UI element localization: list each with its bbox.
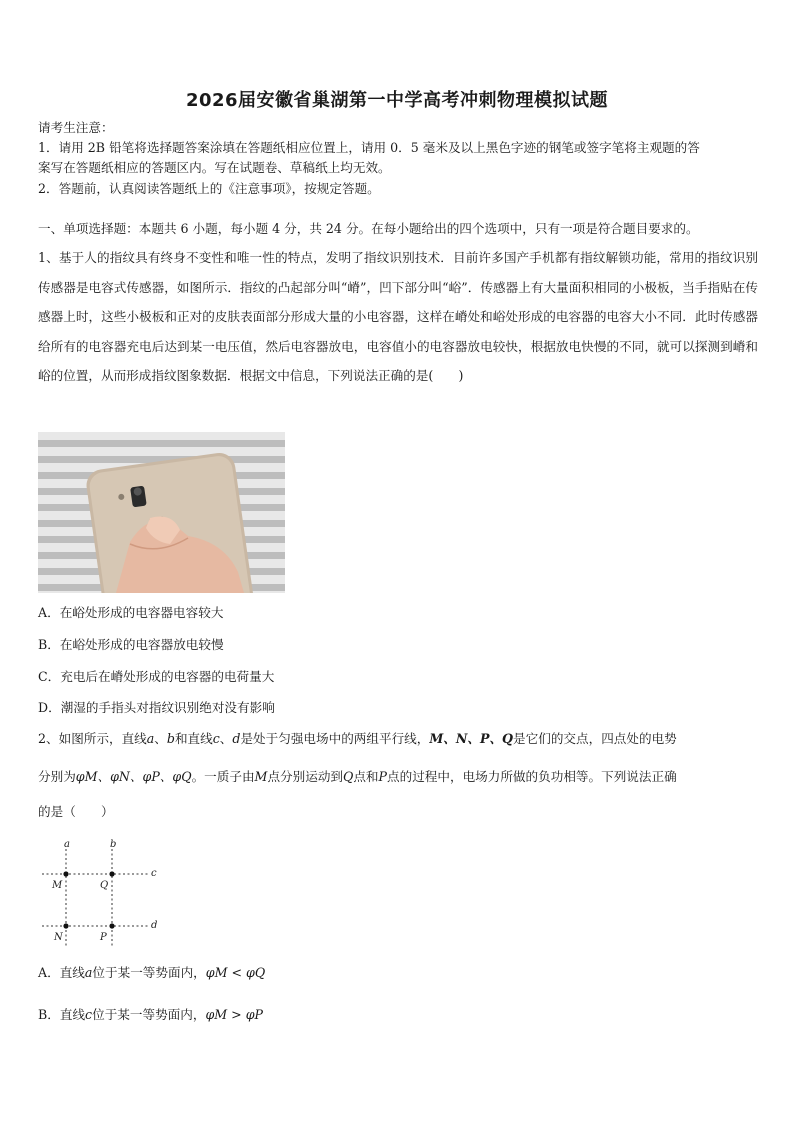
question-1-stem: 1、基于人的指纹具有终身不变性和唯一性的特点，发明了指纹识别技术．目前许多国产手机都有指纹解锁功能，常用的指纹识别传感器是电容式传感器，如图所示．指纹的凸起部分叫“嵴”，凹下部分叫“峪”．传感器上有大量面积相同的小极板，当手指贴在传感器上时，这些小极板和正对的皮肤表面部分形成大量的小电容器，这样在嵴处和峪处形成的电容器的电容大小不同．此时传感器给所有的电容器充电后达到某一电压值，然后电容器放电，电容值小的电容器放电较快，根据放电快慢的不同，就可以探测到嵴和峪的位置，从而形成指纹图象数据．根据文中信息，下列说法正确的是( )	[38, 250, 758, 383]
point-p	[109, 923, 114, 928]
label-m: M	[52, 880, 63, 891]
section-1-header: 一、单项选择题：本题共 6 小题，每小题 4 分，共 24 分。在每小题给出的四个选项中，只有一项是符合题目要求的。	[38, 221, 699, 236]
parallel-lines-diagram	[38, 836, 168, 946]
q1-option-c: C．充电后在嵴处形成的电容器的电荷量大	[38, 669, 275, 684]
q1-option-d: D．潮湿的手指头对指纹识别绝对没有影响	[38, 700, 275, 715]
q2-option-a: A．直线a位于某一等势面内，φM < φQ	[38, 965, 266, 980]
notice-item-2: 2．答题前，认真阅读答题纸上的《注意事项》，按规定答题。	[38, 181, 380, 196]
label-b: b	[110, 839, 117, 850]
q1-option-a: A．在峪处形成的电容器电容较大	[38, 605, 224, 620]
page-title: 2026届安徽省巢湖第一中学高考冲刺物理模拟试题	[185, 90, 609, 111]
point-q	[109, 871, 114, 876]
label-n: N	[54, 932, 63, 943]
notice-item-1-line-1: 1．请用 2B 铅笔将选择题答案涂填在答题纸相应位置上，请用 0．5 毫米及以上黑色字迹的钢笔或签字笔将主观题的答	[38, 140, 700, 155]
question-2-stem-line-2: 分别为φM、φN、φP、φQ。一质子由M点分别运动到Q点和P点的过程中，电场力所做的负功相等。下列说法正确	[38, 769, 677, 784]
label-q: Q	[100, 880, 109, 891]
question-2-stem-line-1: 2、如图所示，直线a、b和直线c、d是处于匀强电场中的两组平行线，M、N、P、Q是它们的交点，四点处的电势	[38, 731, 677, 746]
notice-item-1-line-2: 案写在答题纸相应的答题区内。写在试题卷、草稿纸上均无效。	[38, 160, 391, 175]
label-c: c	[151, 868, 157, 879]
point-m	[63, 871, 68, 876]
q1-option-b: B．在峪处形成的电容器放电较慢	[38, 637, 224, 652]
notice-heading: 请考生注意：	[38, 120, 114, 135]
fingerprint-phone-photo	[38, 432, 285, 593]
q2-option-b: B．直线c位于某一等势面内，φM > φP	[38, 1007, 264, 1022]
question-2-stem-line-3: 的是（ ）	[38, 804, 114, 819]
label-a: a	[64, 839, 70, 850]
point-n	[63, 923, 68, 928]
label-p: P	[100, 932, 107, 943]
label-d: d	[151, 920, 158, 931]
